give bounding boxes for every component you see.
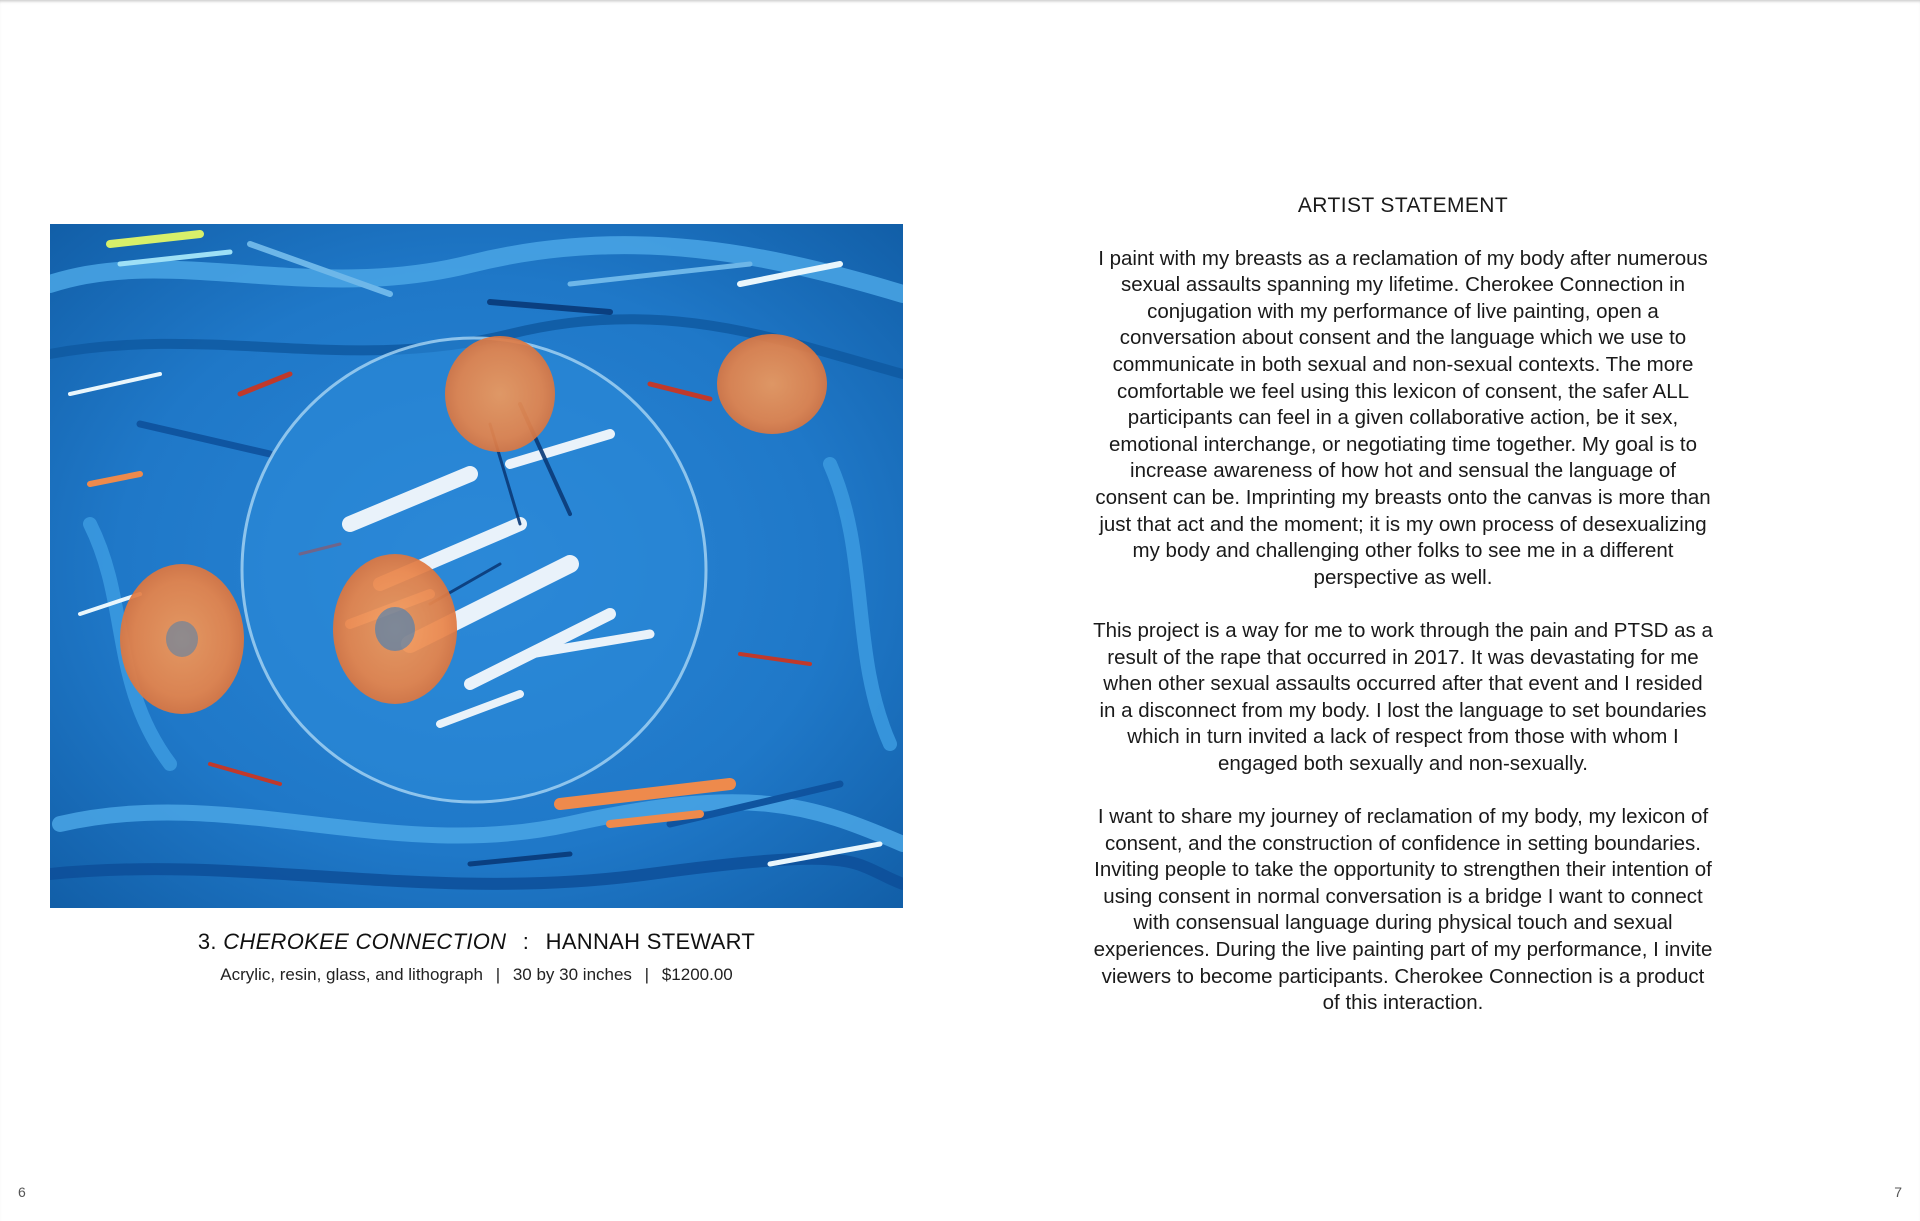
statement-paragraph: I want to share my journey of reclamation of my body, my lexicon of consent, and the construction of confidence in setting boundaries. Inviting people to take the opportunity to strengthen their intention of using consent in normal conversation is a bridge I want to connect with consensual language during physical touch and sexual experiences. During the live painting part of my performance, I invite viewers to become participants. Cherokee Connection is a product of this interaction. (1093, 805, 1713, 1015)
caption-divider: | (495, 965, 501, 984)
caption-separator: : (522, 929, 530, 954)
caption-divider: | (644, 965, 650, 984)
right-page (960, 0, 1920, 1221)
caption-price: $1200.00 (661, 965, 733, 984)
page-number-left: 6 (18, 1184, 26, 1200)
page-number-right: 7 (1894, 1184, 1902, 1200)
caption-number: 3. (197, 929, 217, 954)
caption-artist: HANNAH STEWART (545, 929, 756, 954)
statement-paragraph: This project is a way for me to work through the pain and PTSD as a result of the rape that occurred in 2017. It was devastating for me when other sexual assaults occurred after that event and I resided in a disconnect from my body. I lost the language to set boundaries which in turn invited a lack of respect from those with whom I engaged both sexually and non-sexually. (1093, 618, 1713, 775)
caption-work-title: CHEROKEE CONNECTION (223, 929, 507, 954)
artwork-image (50, 224, 903, 908)
statement-heading: ARTIST STATEMENT (1297, 194, 1509, 217)
artwork-painting (50, 224, 903, 908)
caption-size: 30 by 30 inches (512, 965, 632, 984)
artist-statement (1093, 193, 1713, 1043)
caption-medium: Acrylic, resin, glass, and lithograph (220, 965, 483, 984)
statement-paragraph: I paint with my breasts as a reclamation of my body after numerous sexual assaults spanning my lifetime. Cherokee Connection in conjugation with my performance of live painting, open a conversation about consent and the language which we use to communicate in both sexual and non-sexual contexts. The more comfortable we feel using this lexicon of consent, the safer ALL participants can feel in a given collaborative action, be it sex, emotional interchange, or negotiating time together. My goal is to increase awareness of how hot and sensual the language of consent can be. Imprinting my breasts onto the canvas is more than just that act and the moment; it is my own process of desexualizing my body and challenging other folks to see me in a different perspective as well. (1095, 246, 1711, 589)
artwork-caption (50, 928, 903, 986)
caption-meta (50, 964, 903, 986)
caption-title (50, 928, 903, 956)
